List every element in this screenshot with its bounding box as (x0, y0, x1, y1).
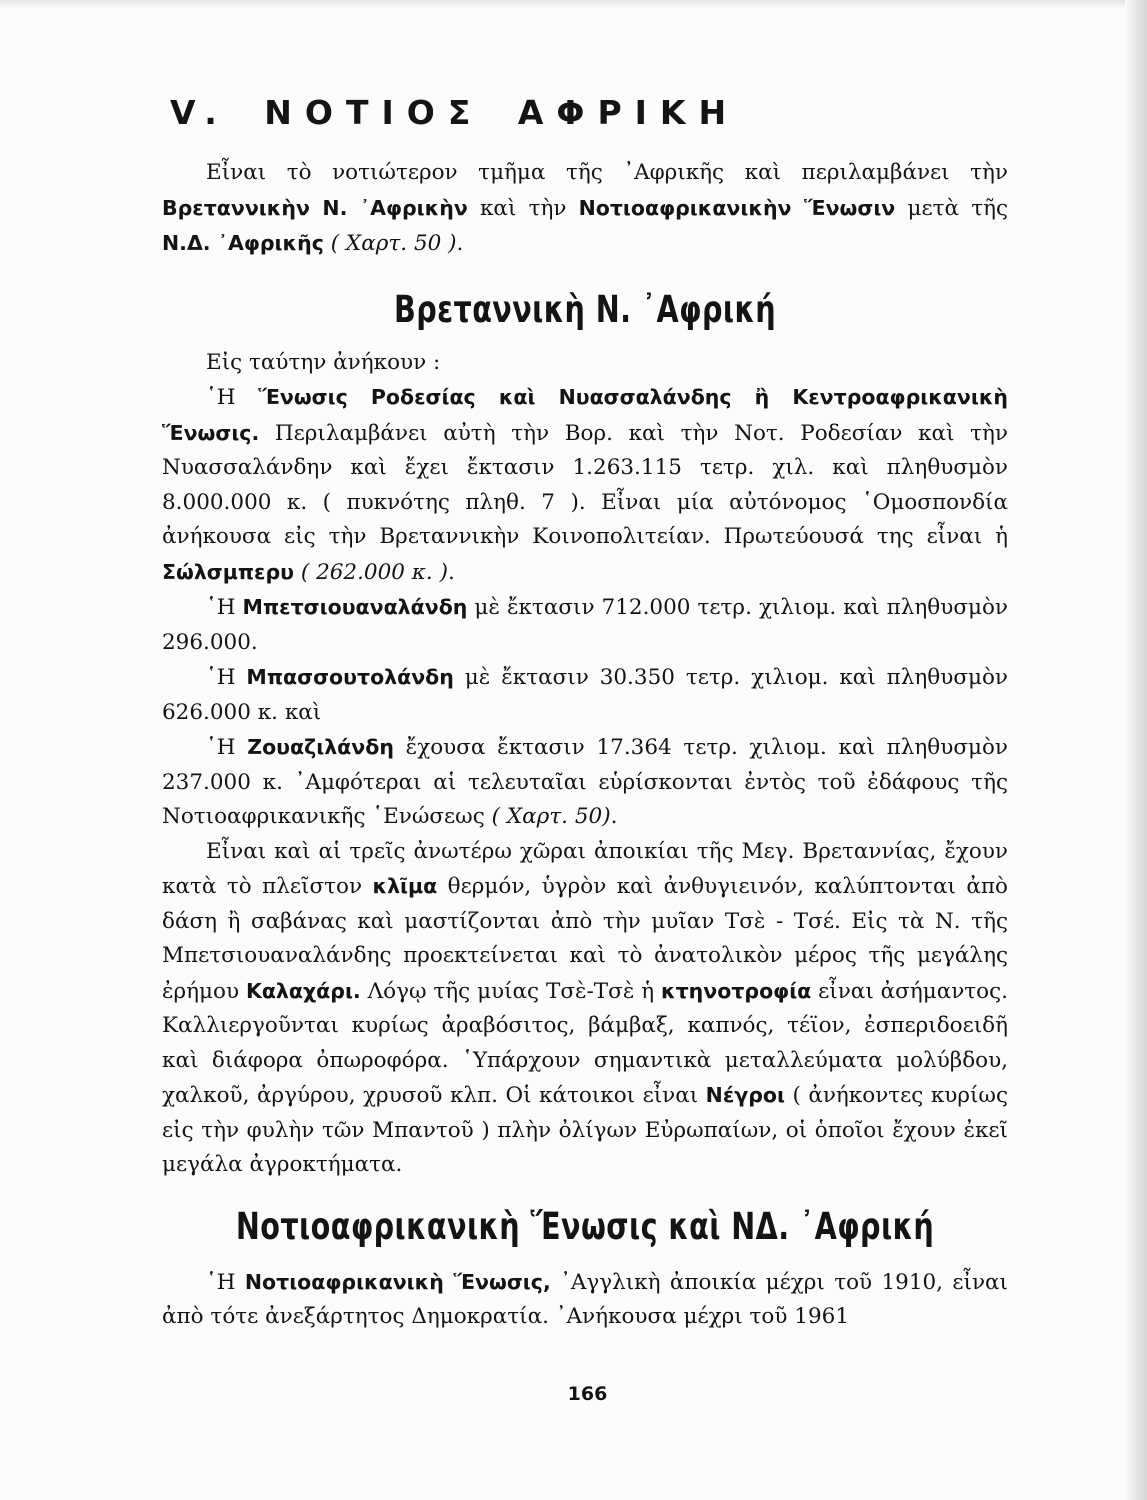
intro-bold-union: Νοτιοαφρικανικὴν Ἕνωσιν (578, 195, 896, 220)
basutoland-text: μὲ ἔκτασιν 30.350 τετρ. χιλιομ. καὶ πληθυσμὸν 626.000 κ. καὶ (162, 665, 1008, 725)
paragraph-swaziland (162, 730, 1008, 835)
bechuanaland-text: μὲ ἔκτασιν 712.000 τετρ. χιλιομ. καὶ πληθυσμὸν 296.000. (162, 595, 1008, 655)
colonies-text: ( ἀνήκοντες κυρίως εἰς τὴν φυλὴν τῶν Μπαντοῦ ) πλὴν ὀλίγων Εὐρωπαίων, οἱ ὁποῖοι ἔχουν ἐκεῖ μεγάλα ἀγροκτήματα. (162, 1083, 1008, 1177)
swaziland-text: . (610, 804, 618, 829)
section1-lead: Εἰς ταύτην ἀνήκουν : (206, 349, 441, 375)
intro-text: . (456, 231, 464, 256)
colonies-text: εἶναι ἀσήμαντος. Καλλιεργοῦνται κυρίως ἀραβόσιτος, βάμβαξ, καπνός, τέϊον, ἐσπεριδοειδῆ καὶ διάφορα ὀπωροφόρα. ῾Υπάρχουν σημαντικὰ μεταλλεύματα μολύβδου, χαλκοῦ, ἀργύρου, χρυσοῦ κλπ. Οἱ κάτοικοι εἶναι (162, 978, 1008, 1108)
union-bold-name: Νοτιοαφρικανικὴ Ἕνωσις, (244, 1269, 551, 1294)
basutoland-bold-name: Μπασσουτολάνδη (246, 665, 454, 689)
colonies-bold-climate: κλῖμα (372, 874, 438, 898)
rhodesia-capital-population: ( 262.000 κ. ) (300, 559, 448, 585)
intro-bold-sw-africa: Ν.Δ. ᾿Αφρικῆς (162, 231, 324, 255)
swaziland-bold-name: Ζουαζιλάνδη (247, 735, 394, 759)
page-content (162, 90, 1008, 1335)
section-heading-british-south-africa: Βρεταννικὴ Ν. ᾿Αφρική (393, 287, 777, 331)
intro-bold-british-sa: Βρεταννικὴν Ν. ᾿Αφρικὴν (162, 195, 468, 220)
swaziland-text: ῾Η (206, 735, 248, 760)
paragraph-colonies (162, 835, 1008, 1183)
bechuanaland-bold-name: Μπετσιουαναλάνδη (242, 595, 468, 619)
page-number: 166 (567, 1383, 608, 1405)
basutoland-text: ῾Η (206, 665, 247, 690)
colonies-bold-kalahari: Καλαχάρι. (245, 978, 361, 1003)
rhodesia-text: . (447, 559, 455, 585)
paragraph-rhodesia (162, 380, 1008, 590)
colonies-bold-negroes: Νέγροι (705, 1083, 785, 1107)
intro-text: καὶ τὴν (467, 195, 579, 221)
colonies-text: Εἶναι καὶ αἱ τρεῖς ἀνωτέρω χῶραι ἀποικίαι τῆς Μεγ. Βρεταννίας, ἔχουν κατὰ τὸ πλεῖστον (162, 838, 1008, 899)
intro-text (324, 231, 331, 256)
swaziland-text: ἔχουσα ἔκτασιν 17.364 τετρ. χιλιομ. καὶ πληθυσμὸν 237.000 κ. ᾿Αμφότεραι αἱ τελευταῖαι εὑρίσκονται ἐντὸς τοῦ ἐδάφους τῆς Νοτιοαφρικανικῆς ῾Ενώσεως (162, 735, 1008, 829)
swaziland-map-ref: ( Χαρτ. 50) (491, 804, 611, 829)
union-text: ῾Η (206, 1269, 245, 1295)
colonies-text: Λόγῳ τῆς μυίας Τσὲ-Τσὲ ἡ (360, 978, 662, 1004)
intro-text: Εἶναι τὸ νοτιώτερον τμῆμα τῆς ᾿Αφρικῆς καὶ περιλαμβάνει τὴν (206, 160, 1008, 185)
chapter-title: V. ΝΟΤΙΟΣ ΑΦΡΙΚΗ (170, 93, 740, 132)
colonies-text: θερμόν, ὑγρὸν καὶ ἀνθυγιεινόν, καλύπτονται ἀπὸ δάση ἢ σαβάνας καὶ μαστίζονται ἀπὸ τὴν μυῖαν Τσὲ - Τσέ. Εἰς τὰ Ν. τῆς Μπετσιουαναλάνδης προεκτείνεται καὶ τὸ ἀνατολικὸν μέρος τῆς μεγάλης ἐρήμου (162, 874, 1008, 1004)
rhodesia-text: ῾Η (206, 385, 259, 410)
paragraph-bechuanaland (162, 590, 1008, 660)
rhodesia-bold-name: Ἕνωσις Ροδεσίας καὶ Νυασσαλάνδης ἢ Κεντροαφρικανικὴ Ἕνωσις. (162, 385, 1008, 445)
rhodesia-text (294, 560, 301, 585)
intro-text: μετὰ τῆς (895, 195, 1009, 221)
rhodesia-text: Περιλαμβάνει αὐτὴ τὴν Βορ. καὶ τὴν Νοτ. Ροδεσίαν καὶ τὴν Νυασσαλάνδην καὶ ἔχει ἔκτασιν 1.263.115 τετρ. χιλ. καὶ πληθυσμὸν 8.000.000 κ. ( πυκνότης πληθ. 7 ). Εἶναι μία αὐτόνομος ῾Ομοσπονδία ἀνήκουσα εἰς τὴν Βρεταννικὴν Κοινοπολιτείαν. Πρωτεύουσά της εἶναι ἡ (162, 420, 1008, 549)
page-top-shadow (0, 0, 1147, 8)
colonies-bold-livestock: κτηνοτροφία (661, 978, 812, 1003)
intro-paragraph (162, 156, 1008, 262)
bechuanaland-text: ῾Η (206, 595, 243, 620)
section-heading-south-african-union: Νοτιοαφρικανικὴ Ἕνωσις καὶ ΝΔ. ᾿Αφρική (235, 1204, 935, 1248)
paragraph-basutoland (162, 660, 1008, 730)
rhodesia-bold-capital: Σώλσμπερυ (162, 559, 294, 584)
page-edge-shadow (1125, 0, 1147, 1500)
union-text: ᾿Αγγλικὴ ἀποικία μέχρι τοῦ 1910, εἶναι ἀπὸ τότε ἀνεξάρτητος Δημοκρατία. ᾿Ανήκουσα μέχρι τοῦ 1961 (162, 1269, 1008, 1329)
paragraph-union (162, 1265, 1008, 1335)
intro-map-ref: ( Χαρτ. 50 ) (330, 231, 457, 256)
